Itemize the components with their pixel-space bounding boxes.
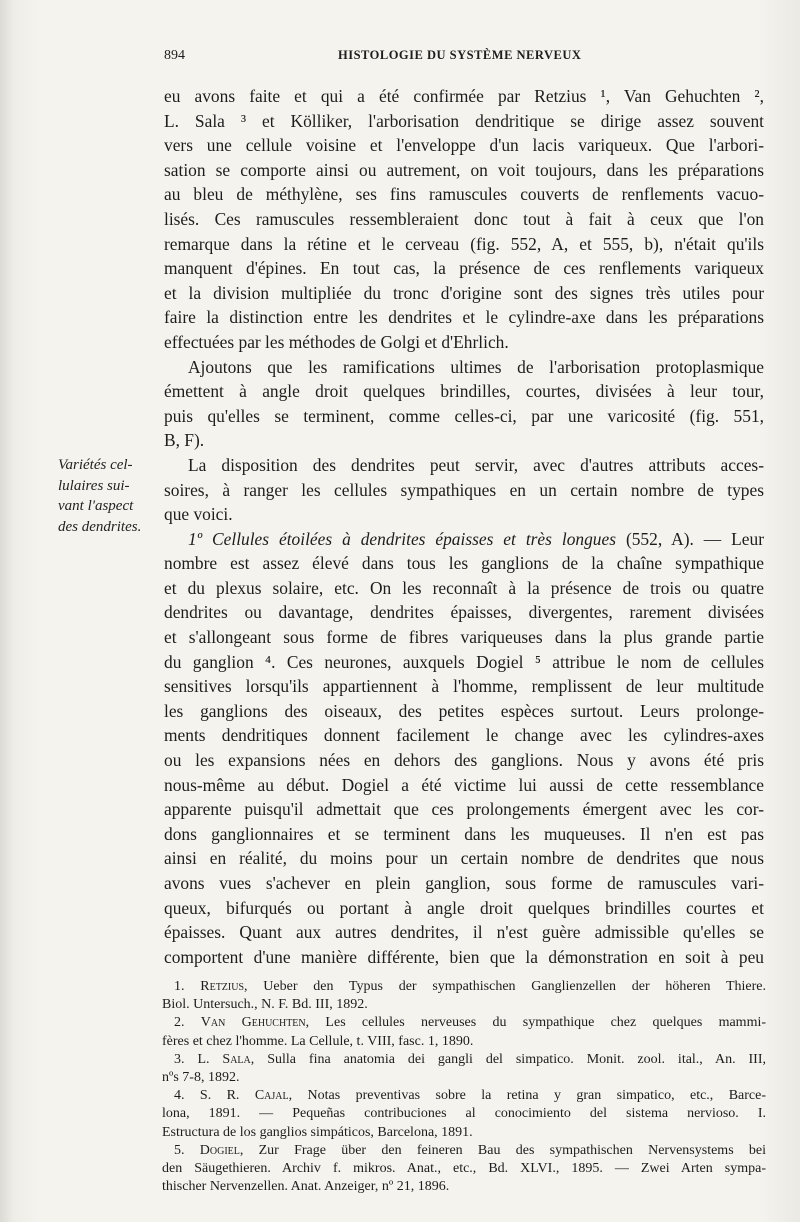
paragraph-3 — [164, 453, 764, 527]
footnote-2 — [162, 1014, 766, 1050]
footnote-number: 5. — [174, 1142, 185, 1158]
text-line: B, F). — [164, 430, 205, 451]
text-line: remarque dans la rétine et le cerveau (fig. 552, A, et 555, b), n'était qu'ils — [164, 233, 764, 254]
text-line: que voici. — [164, 504, 233, 525]
footnotes — [162, 978, 766, 1196]
text-line: nombre est assez élevé dans tous les ganglions de la chaîne sympathique — [164, 553, 764, 574]
text-line: manquent d'épines. En tout cas, la présence de ces renflements variqueux — [164, 258, 764, 279]
footnote-number: 2. — [174, 1015, 185, 1031]
marginal-note-line: Variétés cel- — [58, 457, 133, 473]
footnote-line — [162, 1014, 766, 1032]
marginal-note-line: des dendrites. — [58, 518, 142, 535]
text-line: et du plexus solaire, etc. On les reconnaît à la présence de trois ou quatre — [164, 577, 764, 598]
footnote-4 — [162, 1087, 766, 1142]
paragraph-1 — [164, 84, 764, 355]
footnote-number: 4. — [174, 1088, 185, 1104]
text-line: émettent à angle droit quelques brindilles, courtes, divisées à leur tour, — [164, 381, 764, 402]
footnote-line — [162, 978, 766, 996]
text-line: nous-même au début. Dogiel a été victime lui aussi de cette ressemblance — [164, 774, 764, 795]
text-line: effectuées par les méthodes de Golgi et d'Ehrlich. — [164, 331, 509, 352]
footnote-number: 3. — [174, 1051, 185, 1067]
marginal-note-line: lulaires sui- — [58, 477, 130, 494]
footnote-line: Biol. Untersuch., N. F. Bd. III, 1892. — [162, 997, 368, 1013]
text-line: et la division multipliée du tronc d'origine sont des signes très utiles pour — [164, 282, 764, 303]
footnote-line: nºs 7-8, 1892. — [162, 1070, 240, 1086]
text-line: au bleu de méthylène, ses fins ramuscules couverts de renflements vacuo- — [164, 184, 764, 205]
footnote-line: fères et chez l'homme. La Cellule, t. VIII, fasc. 1, 1890. — [162, 1033, 474, 1049]
text-line: lisés. Ces ramuscules ressembleraient donc tout à fait à ceux que l'on — [164, 208, 764, 229]
heading-rest: (552, A). — Leur — [625, 528, 764, 549]
marginal-note — [58, 455, 148, 537]
footnote-line — [162, 1142, 766, 1160]
footnote-line — [162, 1051, 766, 1069]
footnote-line: den Säugethieren. Archiv f. mikros. Anat., etc., Bd. XLVI., 1895. — Zwei Arten sympa- — [162, 1161, 766, 1177]
text-line: et s'allongeant sous forme de fibres variqueuses dans la plus grande partie — [164, 627, 764, 648]
text-line: vers une cellule voisine et l'enveloppe d'un lacis variqueux. Que l'arbori- — [164, 135, 764, 156]
footnote-text: Ueber den Typus der sympathischen Ganglienzellen der höheren Thiere. — [247, 979, 767, 994]
text-line — [164, 527, 764, 552]
text-line: épaisses. Quant aux autres dendrites, il n'est guère admissible qu'elles se — [164, 922, 764, 943]
text-line: dons ganglionnaires et se terminent dans les muqueuses. Il n'en est pas — [164, 823, 764, 844]
footnote-5 — [162, 1142, 766, 1197]
paragraph-2 — [164, 355, 764, 453]
text-line: faire la distinction entre les dendrites et le cylindre-axe dans les préparations — [164, 307, 764, 328]
text-line: ainsi en réalité, du moins pour un certain nombre de dendrites que nous — [164, 848, 764, 869]
footnote-author: L. Sala, — [197, 1051, 255, 1067]
text-line: eu avons faite et qui a été confirmée par Retzius ¹, Van Gehuchten ², — [164, 86, 764, 106]
text-line: apparente puisqu'il admettait que ces prolongements émergent avec les cor- — [164, 799, 764, 820]
text-line: comportent d'une manière différente, bien que la démonstration en soit à peu — [164, 946, 764, 967]
paragraph-4 — [164, 527, 764, 970]
footnote-line — [162, 1087, 766, 1105]
text-line: L. Sala ³ et Kölliker, l'arborisation dendritique se dirige assez souvent — [164, 110, 764, 131]
footnote-author: Retzius, — [200, 979, 248, 994]
body-text — [164, 84, 764, 969]
section-heading: 1º Cellules étoilées à dendrites épaisses et très longues — [188, 528, 616, 549]
page-header — [0, 44, 800, 64]
marginal-note-line: vant l'aspect — [58, 498, 134, 515]
footnote-line: thischer Nervenzellen. Anat. Anzeiger, nº 21, 1896. — [162, 1179, 450, 1195]
footnote-author: Van Gehuchten, — [200, 1015, 310, 1031]
footnote-text: Les cellules nerveuses du sympathique chez quelques mammi- — [309, 1015, 767, 1031]
footnote-line: lona, 1891. — Pequeñas contribuciones al conocimiento del sistema nervioso. I. — [162, 1106, 766, 1122]
running-title: HISTOLOGIE DU SYSTÈME NERVEUX — [338, 48, 582, 62]
text-line: Ajoutons que les ramifications ultimes de l'arborisation protoplasmique — [188, 356, 764, 377]
footnote-text: Sulla fina anatomia dei gangli del simpatico. Monit. zool. ital., An. III, — [254, 1051, 767, 1067]
footnote-number: 1. — [174, 979, 185, 994]
text-line: du ganglion ⁴. Ces neurones, auxquels Dogiel ⁵ attribue le nom de cellules — [164, 651, 764, 672]
text-line: puis qu'elles se terminent, comme celles-ci, par une varicosité (fig. 551, — [164, 405, 764, 426]
footnote-1 — [162, 978, 766, 1014]
page-number: 894 — [164, 48, 185, 63]
footnote-author: S. R. Cajal, — [199, 1088, 293, 1104]
text-line: soires, à ranger les cellules sympathiques en un certain nombre de types — [164, 479, 764, 500]
text-line: sation se comporte ainsi ou autrement, on voit toujours, dans les préparations — [164, 159, 764, 180]
footnote-text: Notas preventivas sobre la retina y gran simpatico, etc., Barce- — [292, 1088, 767, 1104]
text-line: avons vues s'achever en plein ganglion, sous forme de ramuscules vari- — [164, 873, 764, 893]
text-line: ou les expansions nées en dehors des ganglions. Nous y avons été pris — [164, 750, 764, 771]
footnote-3 — [162, 1051, 766, 1087]
footnote-line: Estructura de los ganglios simpáticos, Barcelona, 1891. — [162, 1124, 473, 1140]
text-line: dendrites ou davantage, dendrites épaisses, divergentes, rarement divisées — [164, 602, 764, 623]
text-line: La disposition des dendrites peut servir, avec d'autres attributs acces- — [188, 454, 764, 475]
text-line: queux, bifurqués ou portant à angle droit quelques brindilles courtes et — [164, 897, 764, 918]
text-line: ments dendritiques donnent facilement le change avec les cylindres-axes — [164, 725, 764, 746]
text-line: les ganglions des oiseaux, des petites espèces surtout. Leurs prolonge- — [164, 700, 764, 721]
footnote-author: Dogiel, — [199, 1142, 244, 1158]
footnote-text: Zur Frage über den feineren Bau des sympathischen Nervensystems bei — [243, 1142, 767, 1158]
text-line: sensitives lorsqu'ils appartiennent à l'homme, remplissent de leur multitude — [164, 676, 764, 697]
